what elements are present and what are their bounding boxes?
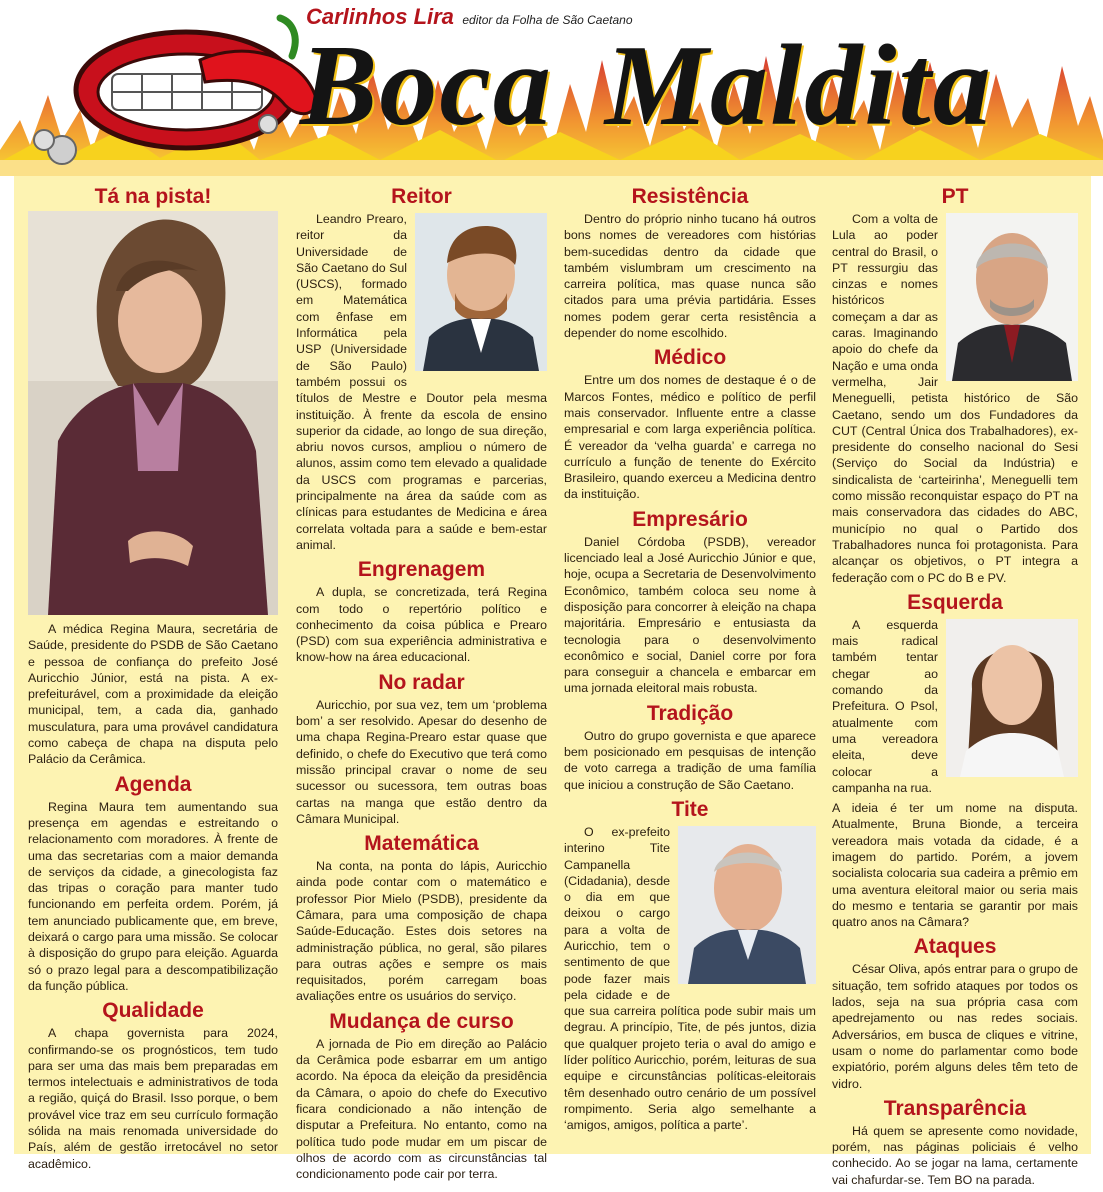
text-ataques: César Oliva, após entrar para o grupo de situação, tem sofrido ataques por todos os lados, seja na sua própria casa com apedrejamento ou nas redes sociais. Adversários, em busca de cliques e vitrine, usam o nome do parlamentar como bode expiatório, porém alguns deles têm teto de vidro.: [832, 962, 1078, 1091]
heading-medico: Médico: [653, 346, 727, 370]
text-empresario: Daniel Córdoba (PSDB), vereador licenciado leal a José Auricchio Júnior e que, hoje, ocupa a Secretaria de Desenvolvimento Econômico, também coloca seu nome à disposição para concorrer à eleição na chapa majoritária. Empresário e entusiasta da tecnologia para o desenvolvimento econômico e social, Daniel corre por fora para conseguir a chancela e embarcar em uma jornada eleitoral mais robusta.: [564, 534, 816, 696]
text-tradicao: Outro do grupo governista e que aparece bem posicionado em pesquisas de intenção de voto carrega a tradição de uma família que iniciou a construção de São Caetano.: [564, 728, 816, 792]
heading-mudanca-de-curso: Mudança de curso: [329, 1009, 514, 1033]
text-esquerda: A esquerda mais radical também tentar chegar ao comando da Prefeitura. O Psol, atualmente com uma vereadora eleita, deve colocar a campanha na rua.: [832, 617, 1078, 796]
text-no-radar: Auricchio, por sua vez, tem um ‘problema bom’ a ser resolvido. Apesar do desenho de uma chapa Regina-Prearo estar quase que definido, o chefe do Executivo que terá como missão principal cravar o nome de seu sucessor ou sucessora, tem outras boas cartas na manga que estão dentro da Câmara Municipal.: [296, 697, 547, 826]
text-reitor: Leandro Prearo, reitor da Universidade de São Caetano do Sul (USCS), formado em Matemática com ênfase em Informática pela USP (Universidade de São Paulo) também possui os títulos de Mestre e Doutor pela mesma instituição. À frente da escola de ensino superior da cidade, ao longo de sua direção, abriu novos cursos, ampliou o número de alunos, assim como tem elevado a qualidade da USCS com programas e parcerias, principalmente na área da saúde com as clínicas para estudantes de Medicina e área correlata voltada para a saúde e bem-estar animal.: [296, 212, 547, 552]
column-title-part2: Maldita: [604, 22, 993, 150]
heading-esquerda: Esquerda: [907, 590, 1003, 614]
column-title: [300, 22, 993, 150]
column-title-part1: Boca: [300, 22, 553, 150]
column-3: [564, 184, 816, 1138]
photo-leandro-prearo: [415, 213, 547, 371]
author-name: Carlinhos Lira: [306, 4, 454, 29]
heading-ta-na-pista: Tá na pista!: [94, 185, 212, 208]
photo-jair-meneguelli: [946, 213, 1078, 381]
text-mudanca-de-curso: A jornada de Pio em direção ao Palácio da Cerâmica pode esbarrar em um antigo acordo. Na época da eleição da presidência da Câmara, o apoio do chefe do Executivo ficara condicionado a não intenção de disputar a Prefeitura. No entanto, como na política tudo pode mudar em um piscar de olhos de acordo com as circunstâncias tal condicionamento pode cair por terra.: [296, 1036, 547, 1182]
heading-qualidade: Qualidade: [102, 999, 204, 1023]
heading-no-radar: No radar: [378, 670, 465, 694]
text-pt: Com a volta de Lula ao poder central do Brasil, o PT ressurgiu das cinzas e nomes históricos começam a dar as caras. Imaginando apoio do chefe da Nação e uma onda vermelha, Jair Meneguelli, petista histórico de São Caetano, sendo um dos Fundadores da CUT (Central Única dos Trabalhadores), ex-presidente do conselho nacional do Sesi (Serviço do Social da Indústria) e sindicalista de ‘carteirinha’, Meneguelli tem como missão reconquistar espaço do PT na mais conservadora das cidades do ABC, município no qual o Partido dos Trabalhadores nunca foi protagonista. Para alcançar os objetivos, o PT integra a federação com o PC do B e PV.: [832, 212, 1078, 585]
heading-tradicao: Tradição: [646, 701, 734, 725]
heading-engrenagem: Engrenagem: [357, 558, 486, 582]
column-4: [832, 184, 1078, 1192]
author-role: editor da Folha de São Caetano: [462, 13, 633, 27]
text-ta-na-pista: A médica Regina Maura, secretária de Saúde, presidente do PSDB de São Caetano e pessoa de confiança do prefeito José Auricchio Júnior, está na pista. A ex-prefeiturável, com a proximidade da eleição municipal, tem, a cada dia, ganhado musculatura, para uma provável candidatura como cabeça de chapa na disputa pelo Palácio da Cerâmica.: [28, 622, 278, 767]
heading-ataques: Ataques: [913, 935, 997, 959]
photo-tite-campanella: [678, 826, 816, 984]
text-engrenagem: A dupla, se concretizada, terá Regina com todo o repertório político e conhecimento da coisa pública e Prearo (PSD) com sua experiência administrativa e know-how na área educacional.: [296, 585, 547, 665]
heading-pt: PT: [941, 185, 969, 208]
text-matematica: Na conta, na ponta do lápis, Auricchio ainda pode contar com o matemático e professor Pior Mielo (PSDB), presidente da Câmara, para uma composição de chapa Saúde-Educação. Estes dois setores na administração pública, no geral, são pilares para outras ações e sempre os mais requisitados, porém carregam boas avaliações entre os usuários do serviço.: [296, 859, 547, 1004]
heading-transparencia: Transparência: [883, 1096, 1027, 1120]
heading-reitor: Reitor: [391, 185, 452, 208]
column-body: [14, 176, 1091, 1187]
photo-regina-maura: [28, 211, 278, 615]
heading-agenda: Agenda: [114, 772, 192, 796]
heading-resistencia: Resistência: [631, 185, 749, 208]
heading-tite: Tite: [671, 797, 709, 821]
text-agenda: Regina Maura tem aumentando sua presença em agendas e estreitando o relacionamento com moradores. À frente de uma das secretarias com a maior demanda de serviços da cidade, a ginecologista faz das tripas o coração para manter tudo funcionando em perfeita ordem. Porém, já tem anunciado publicamente que, em breve, deixará o cargo para uma missão. Se colocar à disposição do grupo para eleição. Aguarda só o prazo legal para a descompatibilização da função pública.: [28, 799, 278, 993]
text-medico: Entre um dos nomes de destaque é o de Marcos Fontes, médico e político de perfil mais conservador. Influente entre a classe empresarial e com larga experiência política. É vereador da ‘velha guarda’ e carrega no currículo a função de tenente do Exército Brasileiro, quando exerceu a Medicina dentro da instituição.: [564, 373, 816, 502]
text-tite: O ex-prefeito interino Tite Campanella (Cidadania), desde o dia em que deixou o cargo para a volta de Auricchio, tem o sentimento de que pode fazer mais pela cidade e de que sua carreira política pode subir mais um degrau. A princípio, Tite, de pés juntos, dizia que qualquer projeto teria o aval do amigo e líder político Auricchio, porém, leituras de sua equipe e circunstâncias políticas-eleitorais têm desenhado outro cenário de um possível rompimento. Seria algo semelhante a ‘amigos, amigos, política a parte’.: [564, 824, 816, 1133]
column-1: [28, 184, 278, 1176]
text-transparencia: Há quem se apresente como novidade, porém, nas páginas policiais é velho conhecido. Ao se jogar na lama, certamente vai chafurdar-se. Tem BO na parada.: [832, 1123, 1078, 1187]
text-qualidade: A chapa governista para 2024, confirmando-se os prognósticos, tem tudo para ser uma das mais bem preparadas em termos intelectuais e administrativos de toda a região, quiçá do Brasil. Isso porque, o bem provável vice traz em seu currículo formação sólida na mais renomada universidade do País, além de gestão irretocável no setor acadêmico.: [28, 1026, 278, 1171]
heading-empresario: Empresário: [632, 507, 748, 531]
column-2: [296, 184, 547, 1186]
photo-bruna-bionde: [946, 619, 1078, 777]
text-esquerda-2: A ideia é ter um nome na disputa. Atualmente, Bruna Bionde, a terceira vereadora mais votada da cidade, é a imagem do partido. Porém, a jovem socialista colocaria sua cadeira a prêmio em uma aventura eleitoral maior ou seria mais do mesmo e tentaria se garantir por mais quatro anos na Câmara?: [832, 801, 1078, 930]
text-resistencia: Dentro do próprio ninho tucano há outros bons nomes de vereadores com histórias bem-sucedidas dentro da cidade que também vislumbram um crescimento na carreira política, mas quase nunca são citados para uma prévia partidária. Esses nomes podem gerar certa resistência a depender do nome escolhido.: [564, 212, 816, 341]
heading-matematica: Matemática: [364, 832, 479, 856]
masthead: [0, 0, 1103, 176]
